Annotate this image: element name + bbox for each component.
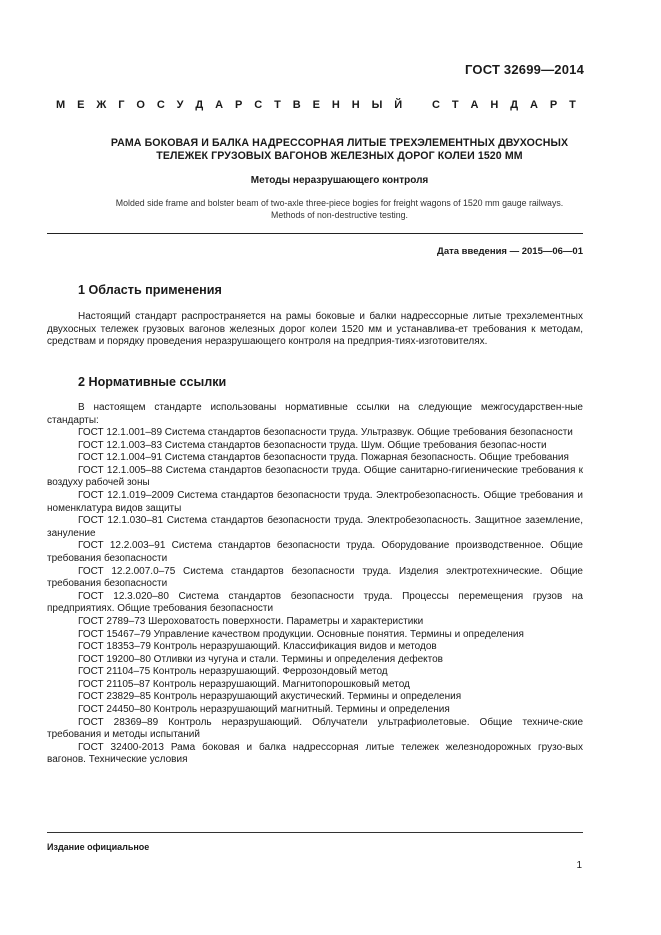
- official-edition-label: Издание официальное: [47, 842, 150, 852]
- reference-item: ГОСТ 12.2.003–91 Система стандартов безопасности труда. Оборудование производственное. Общие требования безопасности: [47, 540, 583, 564]
- heading-letter: Р: [235, 99, 243, 111]
- header-divider: [47, 233, 583, 234]
- heading-letter: Н: [351, 99, 360, 111]
- introduction-date: Дата введения — 2015—06—01: [437, 246, 583, 257]
- title-en-line-1: Molded side frame and bolster beam of two-axle three-piece bogies for freight wagons of 1520 mm gauge railways.: [115, 198, 564, 208]
- heading-letter: Й: [394, 99, 403, 111]
- reference-item: ГОСТ 19200–80 Отливки из чугуна и стали. Термины и определения дефектов: [78, 653, 443, 665]
- reference-item: ГОСТ 12.1.019–2009 Система стандартов безопасности труда. Электробезопасность. Общие требования и номенклатура видов защиты: [47, 489, 583, 514]
- section-2-heading: 2 Нормативные ссылки: [78, 375, 227, 389]
- document-title-ru: [48, 137, 631, 163]
- heading-letter: О: [136, 99, 145, 111]
- heading-letter: Д: [195, 99, 204, 111]
- heading-letter: М: [56, 99, 66, 111]
- reference-item: ГОСТ 12.1.001–89 Система стандартов безопасности труда. Ультразвук. Общие требования безопасности: [78, 427, 573, 438]
- reference-item: ГОСТ 21105–87 Контроль неразрушающий. Магнитопорошковый метод: [78, 678, 410, 690]
- reference-item: ГОСТ 2789–73 Шероховатость поверхности. Параметры и характеристики: [78, 615, 424, 627]
- reference-item: ГОСТ 24450–80 Контроль неразрушающий магнитный. Термины и определения: [78, 704, 450, 716]
- heading-letter: Р: [549, 99, 558, 111]
- title-line-1: РАМА БОКОВАЯ И БАЛКА НАДРЕССОРНАЯ ЛИТЫЕ ТРЕХЭЛЕМЕНТНЫХ ДВУХОСНЫХ: [110, 137, 569, 149]
- reference-item: ГОСТ 12.3.020–80 Система стандартов безопасности труда. Процессы перемещения грузов на предприятиях. Общие требования безопасности: [47, 590, 583, 615]
- title-en-line-2: Methods of non-destructive testing.: [271, 210, 408, 220]
- heading-letter: А: [215, 99, 224, 111]
- document-subtitle-ru: Методы неразрушающего контроля: [250, 175, 429, 186]
- heading-letter: Ж: [96, 99, 107, 111]
- standard-number: ГОСТ 32699—2014: [465, 62, 584, 77]
- interstate-standard-heading: [56, 99, 576, 111]
- heading-spacer: [414, 99, 420, 111]
- heading-letter: Е: [77, 99, 85, 111]
- heading-letter: С: [254, 99, 263, 111]
- reference-item: ГОСТ 12.1.004–91 Система стандартов безопасности труда. Пожарная безопасность. Общие требования: [78, 452, 569, 464]
- heading-letter: Т: [274, 99, 281, 111]
- heading-letter: С: [432, 99, 440, 111]
- reference-item: ГОСТ 21104–75 Контроль неразрушающий. Феррозондовый метод: [78, 666, 388, 678]
- heading-letter: Т: [569, 99, 576, 111]
- footer-divider: [47, 832, 583, 833]
- reference-item: ГОСТ 15467–79 Управление качеством продукции. Основные понятия. Термины и определения: [78, 628, 524, 640]
- heading-letter: В: [292, 99, 301, 111]
- reference-item: ГОСТ 12.2.007.0–75 Система стандартов безопасности труда. Изделия электротехнические. Общие требования безопасности: [47, 565, 583, 590]
- reference-item: ГОСТ 12.1.003–83 Система стандартов безопасности труда. Шум. Общие требования безопас-ности: [78, 439, 547, 451]
- heading-letter: А: [529, 99, 538, 111]
- reference-item: ГОСТ 23829–85 Контроль неразрушающий акустический. Термины и определения: [78, 691, 462, 703]
- heading-letter: Т: [451, 99, 459, 111]
- reference-item: ГОСТ 12.1.005–88 Система стандартов безопасности труда. Общие санитарно-гигиенические требования к воздуху рабочей зоны: [47, 464, 583, 489]
- normative-references-list: [47, 427, 583, 767]
- heading-letter: У: [176, 99, 184, 111]
- heading-letter: Е: [312, 99, 320, 111]
- reference-item: ГОСТ 12.1.030–81 Система стандартов безопасности труда. Электробезопасность. Защитное заземление, зануление: [47, 515, 583, 539]
- heading-letter: Д: [510, 99, 519, 111]
- reference-item: ГОСТ 32400-2013 Рама боковая и балка надрессорная литые тележек железнодорожных грузо-вых вагонов. Технические условия: [47, 741, 583, 766]
- section-1-heading: 1 Область применения: [78, 283, 222, 297]
- reference-item: ГОСТ 18353–79 Контроль неразрушающий. Классификация видов и методов: [78, 641, 437, 653]
- heading-letter: Н: [490, 99, 499, 111]
- heading-letter: Н: [331, 99, 340, 111]
- reference-item: ГОСТ 28369–89 Контроль неразрушающий. Облучатели ультрафиолетовые. Общие техниче-ские требования и методы испытаний: [47, 716, 583, 741]
- title-line-2: ТЕЛЕЖЕК ГРУЗОВЫХ ВАГОНОВ ЖЕЛЕЗНЫХ ДОРОГ КОЛЕИ 1520 ММ: [156, 150, 523, 162]
- heading-letter: А: [470, 99, 479, 111]
- section-1-text: Настоящий стандарт распространяется на рамы боковые и балки надрессорные литые трехэлементных двухосных тележек грузовых вагонов железных дорог колеи 1520 мм и устанавлива-ет требования к методам, средствам и порядку проведения неразрушающего контроля на предприя-тиях-изготовителях.: [47, 311, 583, 348]
- section-2-intro: В настоящем стандарте использованы нормативные ссылки на следующие межгосударствен-ные стандарты:: [47, 402, 583, 426]
- heading-letter: Г: [118, 99, 125, 111]
- heading-letter: С: [156, 99, 165, 111]
- heading-letter: Ы: [371, 99, 383, 111]
- page-number: 1: [576, 860, 582, 871]
- document-title-en: [48, 197, 631, 221]
